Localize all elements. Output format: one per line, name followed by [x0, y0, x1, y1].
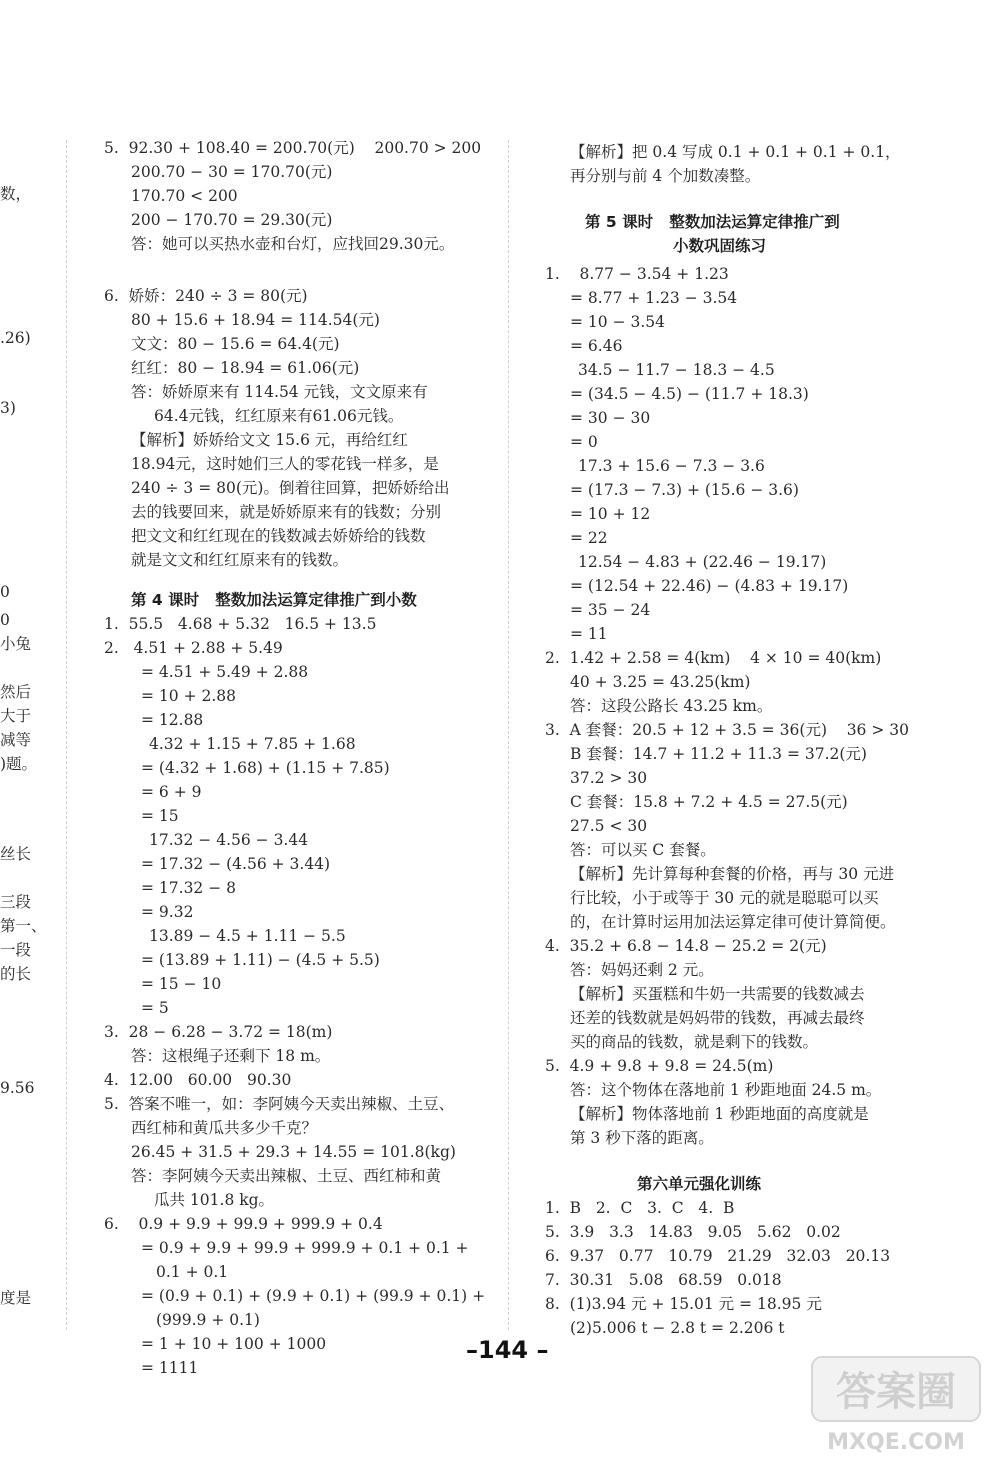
col1-line: = 6 + 9: [141, 783, 202, 801]
col1-line: = (13.89 + 1.11) − (4.5 + 5.5): [141, 951, 380, 969]
watermark-logo: [806, 1349, 986, 1459]
col2-heading: 小数巩固练习: [673, 237, 767, 255]
col2-line: 34.5 − 11.7 − 18.3 − 4.5: [578, 361, 775, 379]
column-divider-left: [66, 140, 67, 1330]
col2-line: 3. A 套餐：20.5 + 12 + 3.5 = 36(元) 36 > 30: [545, 721, 909, 739]
col1-line: 170.70 < 200: [131, 187, 238, 205]
col2-line: B 套餐：14.7 + 11.2 + 11.3 = 37.2(元): [570, 745, 867, 763]
col1-line: 200.70 − 30 = 170.70(元): [131, 163, 333, 181]
col2-line: 8. (1)3.94 元 + 15.01 元 = 18.95 元: [545, 1295, 822, 1313]
col2-line: 答：这段公路长 43.25 km。: [570, 697, 773, 715]
col2-line: = 22: [570, 529, 608, 547]
watermark-text: 答案圈: [836, 1369, 956, 1415]
col2-line: 【解析】买蛋糕和牛奶一共需要的钱数减去: [570, 985, 865, 1003]
clipped-text-fragment: 3): [0, 399, 16, 417]
col2-line: 4. 35.2 + 6.8 − 14.8 − 25.2 = 2(元): [545, 937, 827, 955]
col2-line: 买的商品的钱数，就是剩下的钱数。: [570, 1033, 819, 1051]
col1-line: 5. 92.30 + 108.40 = 200.70(元) 200.70 > 200: [104, 139, 482, 157]
col1-line: 13.89 − 4.5 + 1.11 − 5.5: [149, 927, 346, 945]
col1-line: 6. 娇娇：240 ÷ 3 = 80(元): [104, 287, 308, 305]
col1-line: = 5: [141, 999, 169, 1017]
col2-line: 27.5 < 30: [570, 817, 648, 835]
col1-line: = 12.88: [141, 711, 204, 729]
clipped-text-fragment: 0: [0, 611, 10, 629]
col1-line: 0.1 + 0.1: [156, 1263, 229, 1281]
col2-line: = 10 + 12: [570, 505, 651, 523]
col2-line: 7. 30.31 5.08 68.59 0.018: [545, 1271, 782, 1289]
col2-line: 【解析】物体落地前 1 秒距地面的高度就是: [570, 1105, 869, 1123]
clipped-text-fragment: 小兔: [0, 635, 32, 653]
col1-line: = 15 − 10: [141, 975, 222, 993]
col1-line: 答：她可以买热水壶和台灯，应找回29.30元。: [131, 235, 455, 253]
clipped-text-fragment: )题。: [0, 755, 38, 773]
col2-line: = 6.46: [570, 337, 623, 355]
col1-line: 80 + 15.6 + 18.94 = 114.54(元): [131, 311, 380, 329]
col1-line: 6. 0.9 + 9.9 + 99.9 + 999.9 + 0.4: [104, 1215, 383, 1233]
col2-line: 5. 4.9 + 9.8 + 9.8 = 24.5(m): [545, 1057, 774, 1075]
col2-line: 40 + 3.25 = 43.25(km): [570, 673, 751, 691]
col2-heading: 第 5 课时 整数加法运算定律推广到: [585, 213, 840, 231]
clipped-text-fragment: 的长: [0, 965, 32, 983]
col2-heading: 第六单元强化训练: [637, 1175, 762, 1193]
col1-line: = (0.9 + 0.1) + (9.9 + 0.1) + (99.9 + 0.1) +: [141, 1287, 486, 1305]
col1-line: 5. 答案不唯一，如：李阿姨今天卖出辣椒、土豆、: [104, 1095, 455, 1113]
col1-line: 答：娇娇原来有 114.54 元钱，文文原来有: [131, 383, 428, 401]
col2-line: 1. 8.77 − 3.54 + 1.23: [545, 265, 729, 283]
page-number: –144 –: [466, 1336, 549, 1364]
col2-line: 再分别与前 4 个加数凑整。: [570, 167, 761, 185]
col1-line: 就是文文和红红原来有的钱数。: [131, 551, 349, 569]
col1-line: 64.4元钱，红红原来有61.06元钱。: [154, 407, 404, 425]
clipped-text-fragment: 0: [0, 583, 10, 601]
column-divider-center: [508, 140, 509, 1330]
col2-line: 2. 1.42 + 2.58 = 4(km) 4 × 10 = 40(km): [545, 649, 882, 667]
col1-line: 【解析】娇娇给文文 15.6 元，再给红红: [131, 431, 408, 449]
clipped-text-fragment: 一段: [0, 941, 32, 959]
col2-line: 【解析】把 0.4 写成 0.1 + 0.1 + 0.1 + 0.1，: [570, 143, 901, 161]
clipped-text-fragment: 第一、: [0, 917, 47, 935]
col2-line: = 35 − 24: [570, 601, 651, 619]
clipped-text-fragment: 度是: [0, 1289, 32, 1307]
col2-line: 6. 9.37 0.77 10.79 21.29 32.03 20.13: [545, 1247, 891, 1265]
col2-line: = 8.77 + 1.23 − 3.54: [570, 289, 738, 307]
clipped-text-fragment: 减等: [0, 731, 32, 749]
col1-line: = 17.32 − (4.56 + 3.44): [141, 855, 331, 873]
col1-line: 瓜共 101.8 kg。: [154, 1191, 275, 1209]
col2-line: (2)5.006 t − 2.8 t = 2.206 t: [570, 1319, 785, 1337]
clipped-text-fragment: 丝长: [0, 845, 32, 863]
col1-line: 把文文和红红现在的钱数减去娇娇给的钱数: [131, 527, 426, 545]
col2-line: = 11: [570, 625, 608, 643]
col2-line: = (34.5 − 4.5) − (11.7 + 18.3): [570, 385, 809, 403]
col1-line: 18.94元，这时她们三人的零花钱一样多，是: [131, 455, 439, 473]
col2-line: 答：这个物体在落地前 1 秒距地面 24.5 m。: [570, 1081, 882, 1099]
col1-line: = 9.32: [141, 903, 194, 921]
col2-line: 12.54 − 4.83 + (22.46 − 19.17): [578, 553, 827, 571]
col1-line: = (4.32 + 1.68) + (1.15 + 7.85): [141, 759, 390, 777]
col1-line: 26.45 + 31.5 + 29.3 + 14.55 = 101.8(kg): [131, 1143, 456, 1161]
col1-line: = 4.51 + 5.49 + 2.88: [141, 663, 309, 681]
col1-line: (999.9 + 0.1): [156, 1311, 260, 1329]
col1-line: 4.32 + 1.15 + 7.85 + 1.68: [149, 735, 356, 753]
col2-line: 还差的钱数就是妈妈带的钱数，再减去最终: [570, 1009, 865, 1027]
col2-line: 答：可以买 C 套餐。: [570, 841, 716, 859]
col1-line: 答：这根绳子还剩下 18 m。: [131, 1047, 331, 1065]
clipped-text-fragment: 然后: [0, 683, 32, 701]
col2-line: = 0: [570, 433, 598, 451]
col1-line: 西红柿和黄瓜共多少千克？: [131, 1119, 318, 1137]
col2-line: 17.3 + 15.6 − 7.3 − 3.6: [578, 457, 765, 475]
col2-line: = 10 − 3.54: [570, 313, 665, 331]
col1-line: 答：李阿姨今天卖出辣椒、土豆、西红柿和黄: [131, 1167, 442, 1185]
clipped-text-fragment: 数，: [0, 185, 32, 203]
col1-line: 17.32 − 4.56 − 3.44: [149, 831, 309, 849]
col1-line: 200 − 170.70 = 29.30(元): [131, 211, 333, 229]
col1-heading: 第 4 课时 整数加法运算定律推广到小数: [131, 591, 417, 609]
col2-line: 的，在计算时运用加法运算定律可使计算简便。: [570, 913, 896, 931]
watermark-url: MXQE.COM: [827, 1430, 965, 1455]
col2-line: 37.2 > 30: [570, 769, 648, 787]
col2-line: = (17.3 − 7.3) + (15.6 − 3.6): [570, 481, 799, 499]
col2-line: = (12.54 + 22.46) − (4.83 + 19.17): [570, 577, 849, 595]
col2-line: 第 3 秒下落的距离。: [570, 1129, 714, 1147]
col1-line: = 15: [141, 807, 179, 825]
col2-line: 5. 3.9 3.3 14.83 9.05 5.62 0.02: [545, 1223, 841, 1241]
col1-line: 去的钱要回来，就是娇娇原来有的钱数；分别: [131, 503, 442, 521]
col1-line: 4. 12.00 60.00 90.30: [104, 1071, 292, 1089]
col2-line: 1. B 2. C 3. C 4. B: [545, 1199, 735, 1217]
col2-line: 答：妈妈还剩 2 元。: [570, 961, 714, 979]
col2-line: 【解析】先计算每种套餐的价格，再与 30 元进: [570, 865, 895, 883]
clipped-text-fragment: 大于: [0, 707, 32, 725]
col1-line: = 1111: [141, 1359, 199, 1377]
col1-line: = 1 + 10 + 100 + 1000: [141, 1335, 327, 1353]
col1-line: 240 ÷ 3 = 80(元)。倒着往回算，把娇娇给出: [131, 479, 450, 497]
clipped-text-fragment: .26): [0, 329, 31, 347]
col1-line: = 0.9 + 9.9 + 99.9 + 999.9 + 0.1 + 0.1 +: [141, 1239, 469, 1257]
col1-line: 文文：80 − 15.6 = 64.4(元): [131, 335, 340, 353]
col2-line: 行比较，小于或等于 30 元的就是聪聪可以买: [570, 889, 879, 907]
clipped-text-fragment: 9.56: [0, 1079, 35, 1097]
col2-line: C 套餐：15.8 + 7.2 + 4.5 = 27.5(元): [570, 793, 848, 811]
clipped-text-fragment: 三段: [0, 893, 32, 911]
col1-line: 1. 55.5 4.68 + 5.32 16.5 + 13.5: [104, 615, 377, 633]
col1-line: = 17.32 − 8: [141, 879, 236, 897]
col1-line: 3. 28 − 6.28 − 3.72 = 18(m): [104, 1023, 333, 1041]
col1-line: 2. 4.51 + 2.88 + 5.49: [104, 639, 283, 657]
col1-line: 红红：80 − 18.94 = 61.06(元): [131, 359, 360, 377]
col2-line: = 30 − 30: [570, 409, 651, 427]
col1-line: = 10 + 2.88: [141, 687, 236, 705]
